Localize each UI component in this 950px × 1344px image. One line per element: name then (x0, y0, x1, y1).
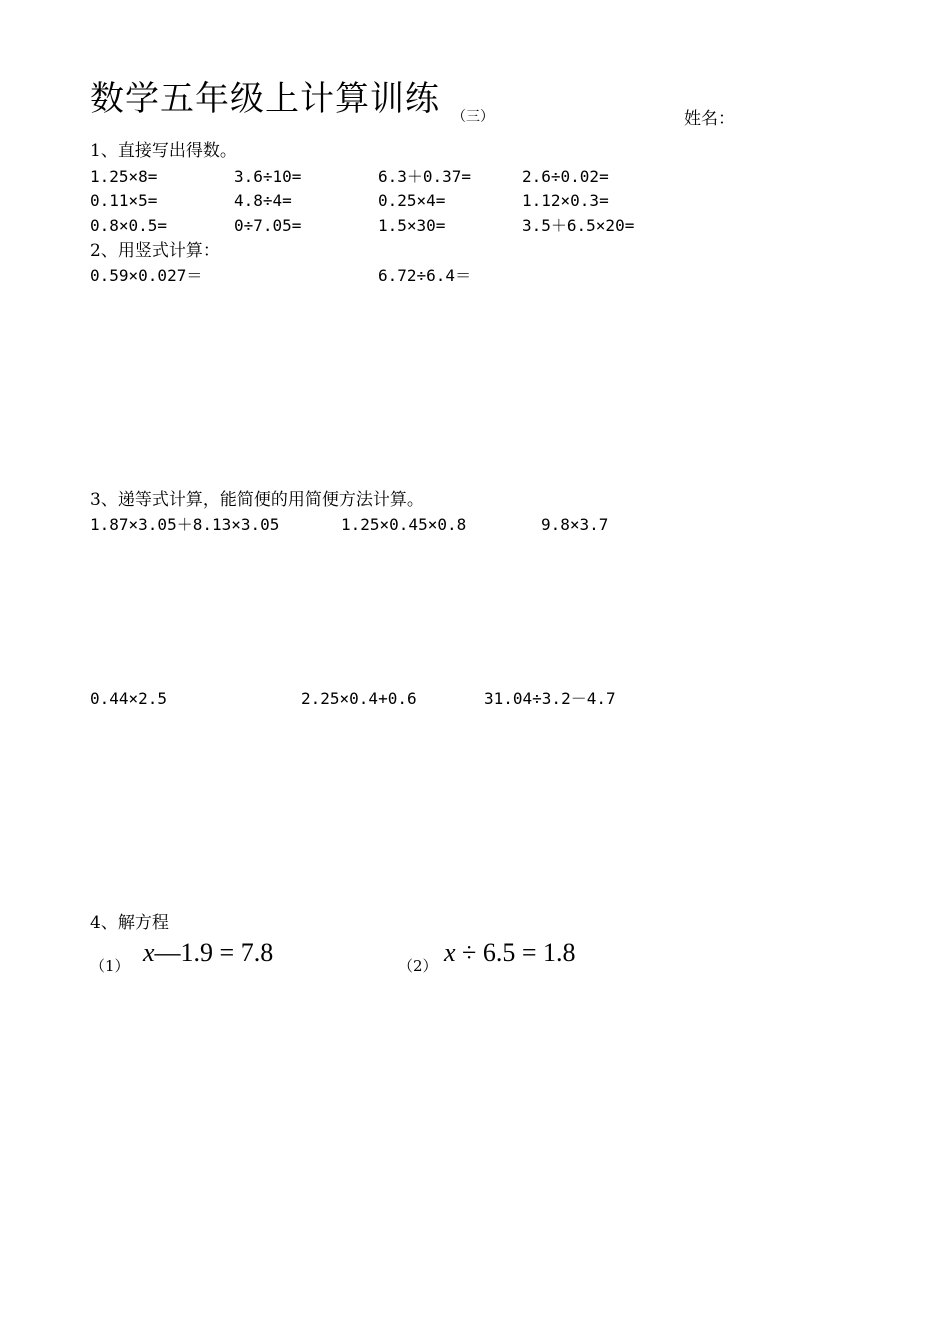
direct-calc-item: 1.25×8= (90, 167, 158, 186)
section3-heading: 3、递等式计算，能简便的用简便方法计算。 (90, 490, 424, 510)
direct-calc-item: 1.5×30= (378, 216, 446, 235)
section4-heading: 4、解方程 (90, 913, 169, 933)
equation-variable: x (143, 938, 155, 967)
direct-calc-item: 2.6÷0.02= (522, 167, 609, 186)
page-title: 数学五年级上计算训练 (90, 79, 440, 119)
direct-calc-item: 0÷7.05= (234, 216, 302, 235)
direct-calc-item: 6.3＋0.37= (378, 167, 472, 186)
equation (444, 940, 575, 966)
equation-label: （2） (398, 957, 438, 975)
vertical-calc-item: 6.72÷6.4＝ (378, 266, 472, 285)
vertical-calc-item: 0.59×0.027＝ (90, 266, 203, 285)
page-subtitle: （三） (452, 109, 494, 125)
section2-heading: 2、用竖式计算： (90, 241, 220, 261)
direct-calc-item: 1.12×0.3= (522, 191, 609, 210)
stepwise-calc-item: 31.04÷3.2－4.7 (484, 689, 616, 708)
section1-heading: 1、直接写出得数。 (90, 141, 237, 161)
stepwise-calc-item: 1.87×3.05＋8.13×3.05 (90, 515, 280, 534)
equation-rest: —1.9 = 7.8 (154, 938, 274, 967)
direct-calc-item: 3.6÷10= (234, 167, 302, 186)
name-label: 姓名： (684, 109, 735, 129)
stepwise-calc-item: 1.25×0.45×0.8 (341, 515, 467, 534)
direct-calc-item: 4.8÷4= (234, 191, 292, 210)
direct-calc-item: 0.8×0.5= (90, 216, 168, 235)
direct-calc-item: 3.5＋6.5×20= (522, 216, 635, 235)
equation-rest: ÷ 6.5 = 1.8 (455, 938, 576, 967)
equation (143, 940, 273, 966)
direct-calc-item: 0.11×5= (90, 191, 158, 210)
equation-variable: x (444, 938, 456, 967)
stepwise-calc-item: 9.8×3.7 (541, 515, 609, 534)
equation-label: （1） (90, 957, 130, 975)
stepwise-calc-item: 2.25×0.4+0.6 (301, 689, 417, 708)
stepwise-calc-item: 0.44×2.5 (90, 689, 168, 708)
direct-calc-item: 0.25×4= (378, 191, 446, 210)
